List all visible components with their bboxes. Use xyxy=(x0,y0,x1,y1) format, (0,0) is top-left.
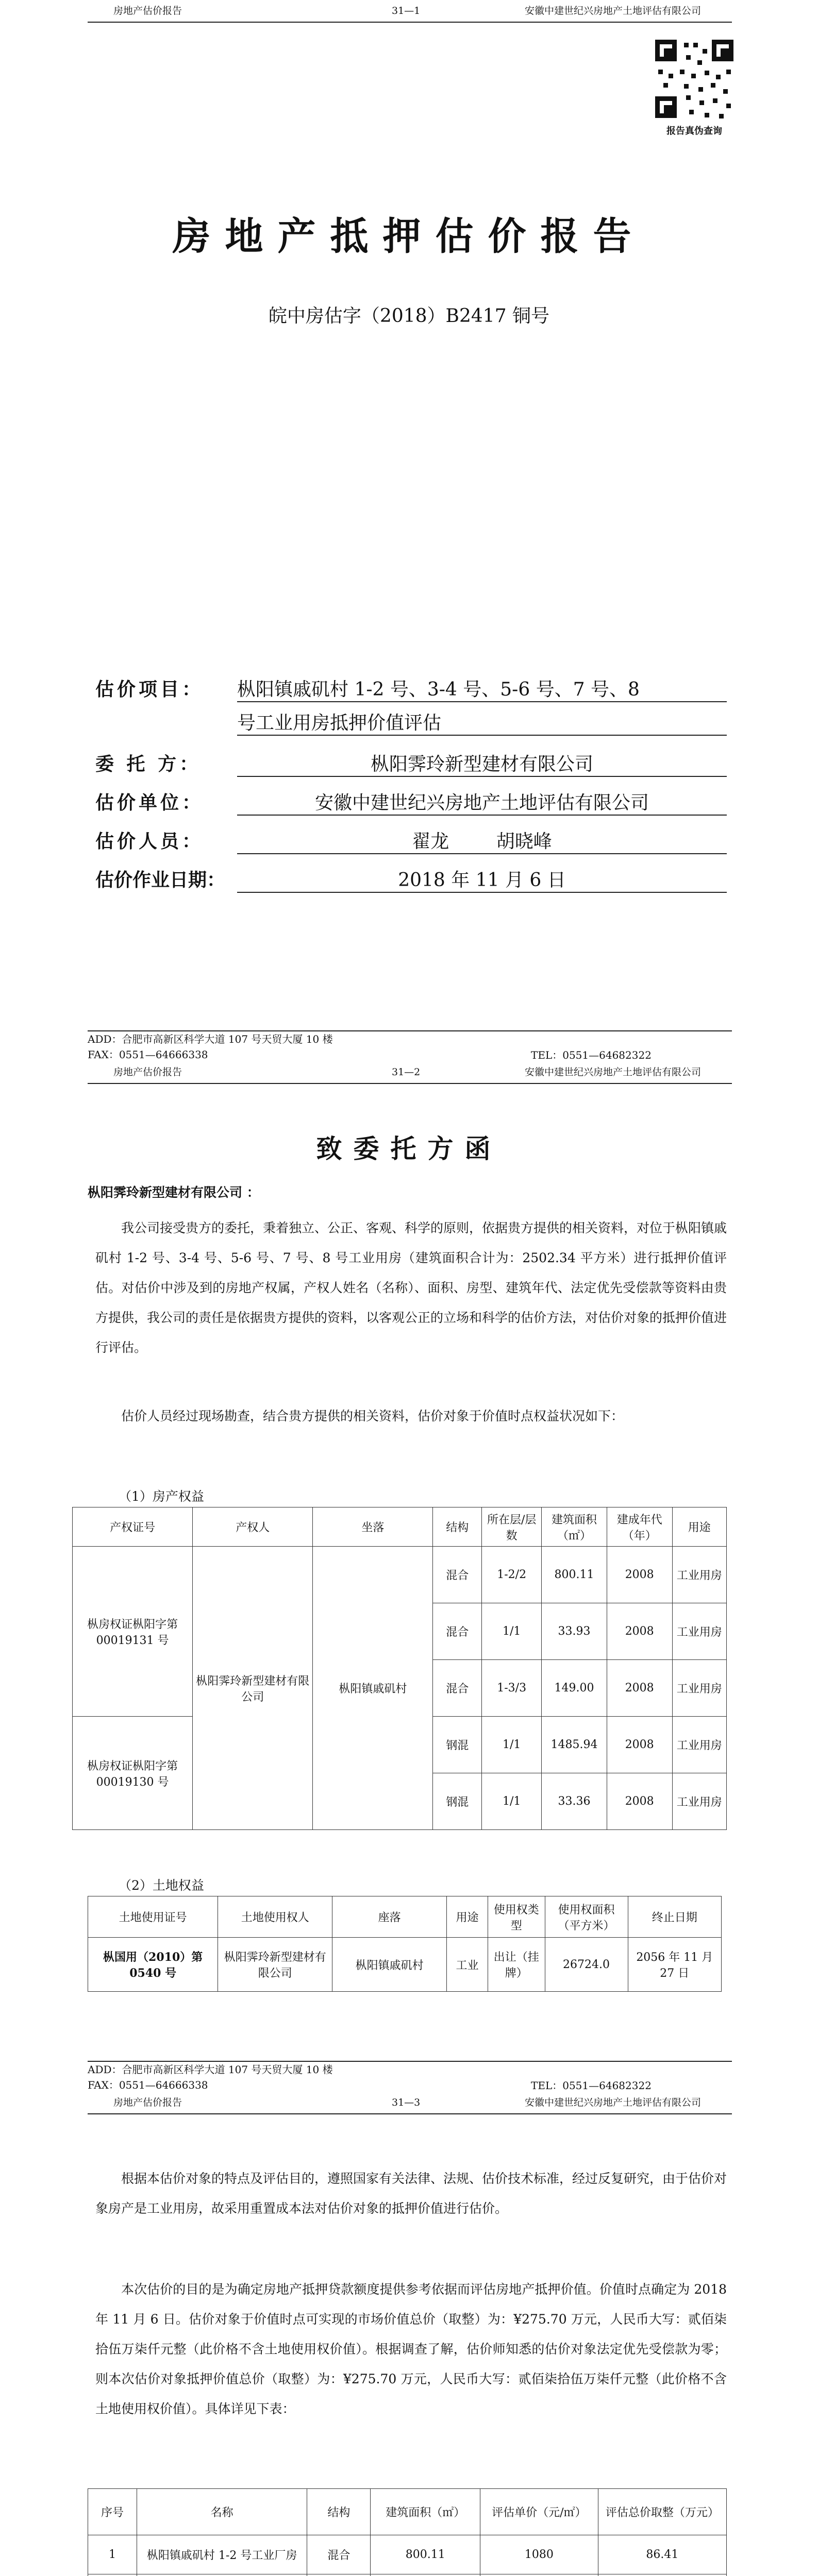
table-header: 结构 xyxy=(433,1507,482,1547)
header-left: 房地产估价报告 xyxy=(113,5,182,16)
table-header: 建成年代（年） xyxy=(607,1507,672,1547)
project-value-line1: 枞阳镇戚矶村 1-2 号、3-4 号、5-6 号、7 号、8 xyxy=(237,675,727,702)
page2-header xyxy=(88,1061,732,1084)
date-value: 2018 年 11 月 6 日 xyxy=(237,866,727,893)
land-owner: 枞阳霁玲新型建材有限公司 xyxy=(218,1938,332,1992)
page3-header xyxy=(88,2092,732,2114)
cell-floor: 1/1 xyxy=(482,1603,542,1660)
cell-use: 工业用房 xyxy=(672,1547,726,1603)
letter-paragraph-3: 根据本估价对象的特点及评估目的，遵照国家有关法律、法规、估价技术标准，经过反复研究，由于估价对象房产是工业用房，故采用重置成本法对估价对象的抵押价值进行估价。 xyxy=(95,2171,727,2216)
house-cert: 枞房权证枞阳字第 00019131 号 xyxy=(73,1547,193,1717)
cell-use: 工业用房 xyxy=(672,1717,726,1773)
table-header: 用途 xyxy=(672,1507,726,1547)
table-row xyxy=(73,1547,727,1603)
valuation-table xyxy=(88,2488,727,2576)
footer-fax: FAX：0551—64666338 xyxy=(88,1048,208,1061)
table-header: 座落 xyxy=(332,1896,447,1938)
cell-area: 149.00 xyxy=(542,1660,607,1717)
land-end-date: 2056 年 11 月 27 日 xyxy=(628,1938,721,1992)
house-section-label: （1）房产权益 xyxy=(119,1489,204,1504)
footer-address: ADD：合肥市高新区科学大道 107 号天贸大厦 10 楼 xyxy=(88,2063,333,2076)
cell-floor: 1/1 xyxy=(482,1717,542,1773)
cell-struct: 钢混 xyxy=(433,1717,482,1773)
page1-header xyxy=(88,0,732,23)
page2-footer xyxy=(88,2061,732,2093)
project-value-line2: 号工业用房抵押价值评估 xyxy=(237,708,727,736)
cell-floor: 1/1 xyxy=(482,1773,542,1830)
land-use: 工业 xyxy=(447,1938,488,1992)
footer-fax: FAX：0551—64666338 xyxy=(88,2079,208,2091)
house-cert: 枞房权证枞阳字第 00019130 号 xyxy=(73,1717,193,1830)
table-row xyxy=(88,2574,727,2576)
cell-price: 1080 xyxy=(480,2535,598,2574)
cell-name xyxy=(137,2574,307,2576)
cell-use: 工业用房 xyxy=(672,1660,726,1717)
table-header-row xyxy=(73,1507,727,1547)
cell-year: 2008 xyxy=(607,1547,672,1603)
header-company: 安徽中建世纪兴房地产土地评估有限公司 xyxy=(524,5,701,16)
header-left: 房地产估价报告 xyxy=(113,1066,182,1078)
cell-total: 86.41 xyxy=(598,2535,726,2574)
qr-caption: 报告真伪查询 xyxy=(666,126,722,137)
table-header: 名称 xyxy=(137,2489,307,2535)
header-page-number: 31—3 xyxy=(392,2097,421,2108)
land-area: 26724.0 xyxy=(545,1938,628,1992)
house-location: 枞阳镇戚矶村 xyxy=(313,1547,433,1830)
cell-area xyxy=(371,2574,480,2576)
table-header: 土地使用权人 xyxy=(218,1896,332,1938)
letter-paragraph-1: 我公司接受贵方的委托，秉着独立、公正、客观、科学的原则，依据贵方提供的相关资料，对位于枞阳镇戚矶村 1-2 号、3-4 号、5-6 号、7 号、8 号工业用房（建筑面积合计为：2502.34 平方米）进行抵押价值评估。对估价中涉及到的房地产权属，产权人姓名（名称）、面积、房型、建筑年代、法定优先受偿款等资料由贵方提供，我公司的责任是依据贵方提供的资料，以客观公正的立场和科学的估价方法，对估价对象的抵押价值进行评估。 xyxy=(95,1221,727,1355)
table-header: 所在层/层数 xyxy=(482,1507,542,1547)
cell-total xyxy=(598,2574,726,2576)
letter-paragraph-2: 估价人员经过现场勘查，结合贵方提供的相关资料，估价对象于价值时点权益状况如下： xyxy=(121,1409,624,1423)
cell-struct: 混合 xyxy=(433,1603,482,1660)
table-header: 坐落 xyxy=(313,1507,433,1547)
table-row xyxy=(88,2535,727,2574)
appraiser-org-label: 估价单位： xyxy=(95,792,204,814)
date-label: 估价作业日期： xyxy=(95,869,226,891)
table-header: 建筑面积（㎡） xyxy=(371,2489,480,2535)
land-location: 枞阳镇戚矶村 xyxy=(332,1938,447,1992)
table-header: 产权证号 xyxy=(73,1507,193,1547)
table-header: 土地使用证号 xyxy=(88,1896,218,1938)
cell-year: 2008 xyxy=(607,1773,672,1830)
cell-area: 800.11 xyxy=(542,1547,607,1603)
table-header: 终止日期 xyxy=(628,1896,721,1938)
table-header-row xyxy=(88,1896,722,1938)
cell-use: 工业用房 xyxy=(672,1603,726,1660)
header-left: 房地产估价报告 xyxy=(113,2097,182,2108)
client-label: 委 托 方： xyxy=(95,753,202,775)
cell-floor: 1-3/3 xyxy=(482,1660,542,1717)
appraiser-org-value: 安徽中建世纪兴房地产土地评估有限公司 xyxy=(237,788,727,816)
cell-year: 2008 xyxy=(607,1717,672,1773)
qr-code[interactable] xyxy=(653,38,736,120)
header-page-number: 31—2 xyxy=(392,1066,421,1078)
land-rights-table xyxy=(88,1896,722,1992)
cell-area: 33.93 xyxy=(542,1603,607,1660)
house-rights-table xyxy=(72,1507,727,1830)
cell-name: 枞阳镇戚矶村 1-2 号工业厂房 xyxy=(137,2535,307,2574)
footer-tel: TEL：0551—64682322 xyxy=(531,2079,652,2092)
header-company: 安徽中建世纪兴房地产土地评估有限公司 xyxy=(524,2097,701,2108)
footer-address: ADD：合肥市高新区科学大道 107 号天贸大厦 10 楼 xyxy=(88,1033,333,1045)
cell-struct: 混合 xyxy=(307,2535,371,2574)
letter-addressee: 枞阳霁玲新型建材有限公司 ： xyxy=(88,1185,260,1200)
cell-area: 800.11 xyxy=(371,2535,480,2574)
letter-paragraph-4: 本次估价的目的是为确定房地产抵押贷款额度提供参考依据而评估房地产抵押价值。价值时点确定为 2018 年 11 月 6 日。估价对象于价值时点可实现的市场价值总价（取整）为：¥275.70 万元，人民币大写：贰佰柒拾伍万柒仟元整（此价格不含土地使用权价值）。根据调查了解，估价师知悉的估价对象法定优先受偿款为零；则本次估价对象抵押价值总价（取整）为：¥275.70 万元，人民币大写：贰佰柒拾伍万柒仟元整（此价格不含土地使用权价值）。具体详见下表： xyxy=(95,2282,727,2416)
table-header: 序号 xyxy=(88,2489,137,2535)
table-header: 结构 xyxy=(307,2489,371,2535)
cell-use: 工业用房 xyxy=(672,1773,726,1830)
table-header: 用途 xyxy=(447,1896,488,1938)
house-owner: 枞阳霁玲新型建材有限公司 xyxy=(193,1547,313,1830)
land-type: 出让（挂牌） xyxy=(488,1938,545,1992)
report-number: 皖中房估字（2018）B2417 铜号 xyxy=(268,306,550,327)
footer-tel: TEL：0551—64682322 xyxy=(531,1049,652,1061)
cell-struct: 钢混 xyxy=(433,1773,482,1830)
cell-year: 2008 xyxy=(607,1660,672,1717)
report-title: 房地产抵押估价报告 xyxy=(172,214,646,259)
cell-floor: 1-2/2 xyxy=(482,1547,542,1603)
appraisers-value: 翟龙 胡晓峰 xyxy=(237,827,727,854)
cell-area: 33.36 xyxy=(542,1773,607,1830)
letter-title: 致委托方函 xyxy=(316,1133,502,1164)
land-cert: 枞国用（2010）第 0540 号 xyxy=(88,1938,218,1992)
table-header: 使用权面积（平方米） xyxy=(545,1896,628,1938)
table-row xyxy=(88,1938,722,1992)
client-value: 枞阳霁玲新型建材有限公司 xyxy=(237,750,727,777)
header-page-number: 31—1 xyxy=(392,5,421,16)
header-company: 安徽中建世纪兴房地产土地评估有限公司 xyxy=(524,1066,701,1078)
cell-struct: 混合 xyxy=(433,1547,482,1603)
cell-year: 2008 xyxy=(607,1603,672,1660)
cell-price xyxy=(480,2574,598,2576)
table-header: 评估单价（元/㎡） xyxy=(480,2489,598,2535)
page1-footer xyxy=(88,1030,732,1062)
table-header: 使用权类型 xyxy=(488,1896,545,1938)
table-header-row xyxy=(88,2489,727,2535)
table-header: 产权人 xyxy=(193,1507,313,1547)
cell-no xyxy=(88,2574,137,2576)
appraisers-label: 估价人员： xyxy=(95,831,204,852)
land-section-label: （2）土地权益 xyxy=(119,1878,204,1893)
cell-no: 1 xyxy=(88,2535,137,2574)
table-header: 评估总价取整（万元） xyxy=(598,2489,726,2535)
table-header: 建筑面积（㎡） xyxy=(542,1507,607,1547)
cell-struct: 混合 xyxy=(433,1660,482,1717)
cell-struct xyxy=(307,2574,371,2576)
cell-area: 1485.94 xyxy=(542,1717,607,1773)
project-label: 估价项目： xyxy=(95,679,204,700)
